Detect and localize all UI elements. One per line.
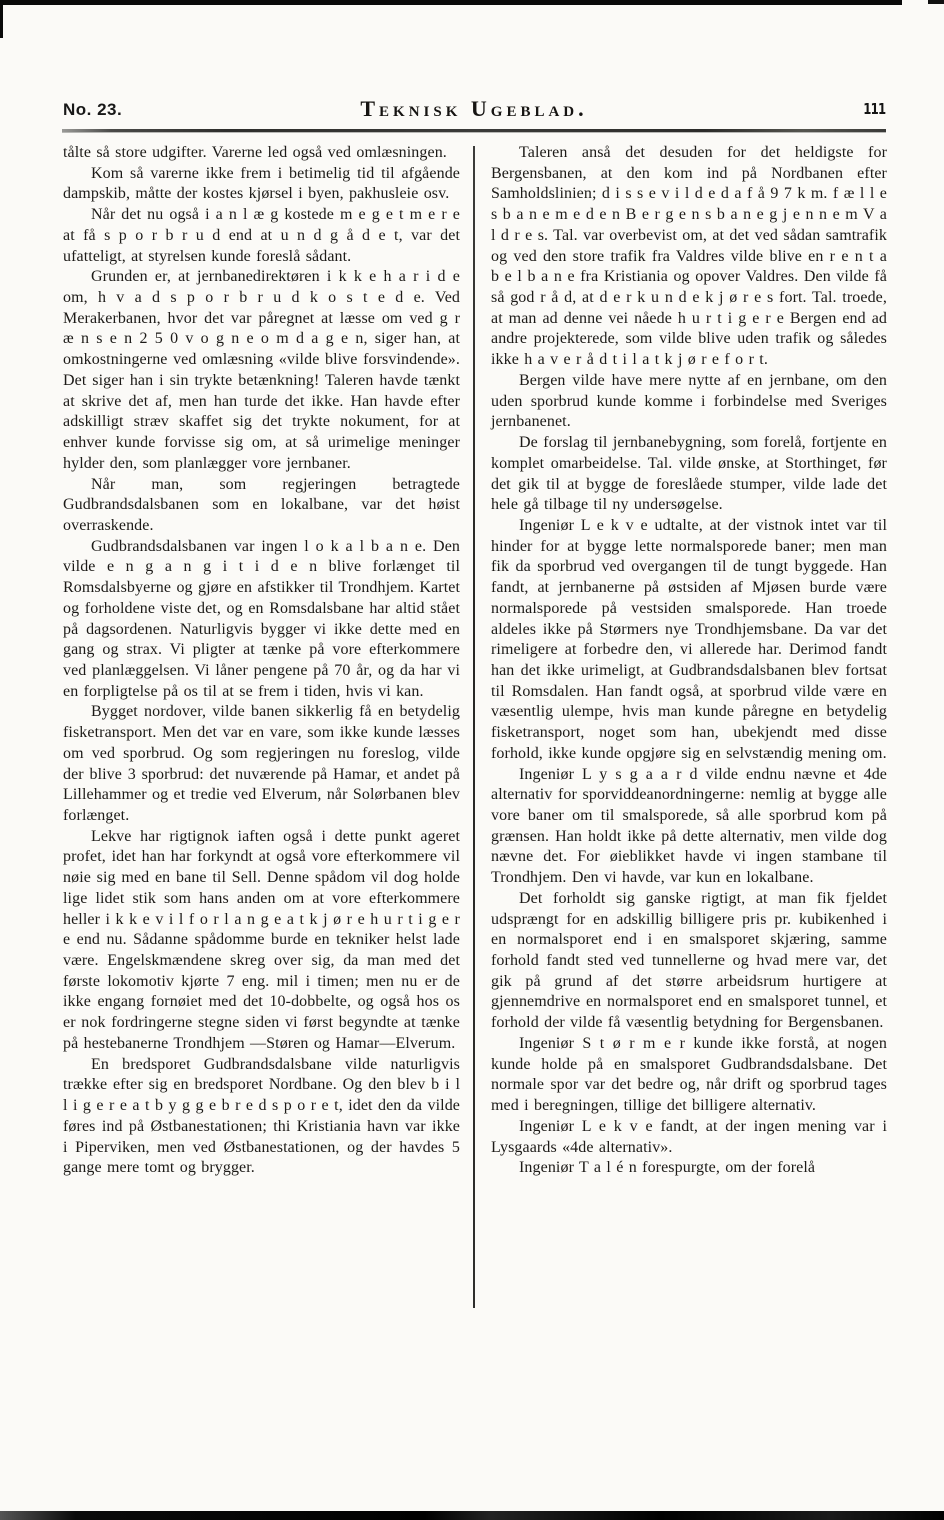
left-column bbox=[63, 143, 460, 1179]
paragraph: Når det nu også i a n l æ g kostede m e g e t m e r e at få s p o r b r u d end at u n d g å d e t, var det ufatteligt, at styrelsen kunde foreslå sådant. bbox=[63, 206, 460, 265]
paragraph: De forslag til jernbanebygning, som forelå, fortjente en komplet omarbeidelse. Tal. vilde ønske, at Storthinget, før det gik til at bygge de foreslåede stumper, vilde lade det hele gå tilbage til ny undersøgelse. bbox=[491, 434, 887, 514]
paragraph: Grunden er, at jernbanedirektøren i k k e h a r i d e om, h v a d s p o r b r u d k o s t e d e. Ved Merakerbanen, hvor det var påregnet at læsse om ved g r æ n s e n 2 5 0 v o g n e o m d a g e n, siger han, at omkostningerne ved omlæsning «vilde blive forsvindende». Det siger han i sin trykte betænkning! Taleren havde tænkt at skrive det af, men han turde det ikke. Han havde efter adskilligt stræv skaffet sig det trykte nokument, for at enhver kunde forvisse sig om, at så urimelige meninger hylder den, som planlægger vore jernbaner. bbox=[63, 268, 460, 472]
page-number: 111 bbox=[862, 100, 885, 118]
paragraph: Ingeniør L e k v e fandt, at der ingen mening var i Lysgaards «4de alternativ». bbox=[491, 1117, 887, 1156]
paragraph: Når man, som regjeringen betragtede Gudbrandsdalsbanen som en lokalbane, var det høist overraskende. bbox=[63, 475, 460, 534]
scan-artifact-top-bar-right bbox=[928, 0, 944, 4]
issue-number: No. 23. bbox=[63, 100, 123, 119]
paragraph: Ingeniør S t ø r m e r kunde ikke forstå, at nogen kunde holde på en smalsporet Gudbrandsdalsbane. Det normale spor var det bedre og, når drift og sporbrud tages med i beregningen, tillige det billigere alternativ. bbox=[491, 1034, 887, 1115]
paragraph: Ingeniør T a l é n forespurgte, om der forelå bbox=[519, 1159, 816, 1177]
header-rule bbox=[62, 129, 886, 132]
paragraph: tålte så store udgifter. Varerne led også ved omlæsningen. bbox=[63, 144, 447, 161]
scan-artifact-bottom-bar bbox=[0, 1511, 944, 1520]
paragraph: Taleren anså det desuden for det heldigste for Bergensbanen, at den kom ind på Nordbanen efter Samholdslinien; d i s s e v i l d e d a f å 9 7 k m. f æ l l e s b a n e m e d e n B e r g e n s b a n e g j e n n e m V a l d r e s. Tal. var overbevist om, at det ved sådan samtrafik og ved den store trafik fra Valdres vilde blive en r e n t a b e l b a n e fra Kristiania og opover Valdres. Den vilde få så god r å d, at d e r k u n d e k j ø r e s fort. Tal. troede, at man ad denne vei nåede h u r t i g e r e Bergen end ad andre projekterede, som vilde blive uden trafik og således ikke h a v e r å d t i l a t k j ø r e f o r t. bbox=[491, 144, 887, 369]
paragraph: En bredsporet Gudbrandsdalsbane vilde naturligvis trække efter sig en bredsporet Nordbane. Og den blev b i l l i g e r e a t b y g g e b r e d s p o r e t, idet den da vilde føres ind på Østbanestationen; thi Kristiania havn var ikke i Piperviken, men ved Østbanestationen, og der havdes 5 gange mere tomt og brygger. bbox=[63, 1055, 460, 1177]
paragraph: Ingeniør L y s g a a r d vilde endnu nævne et 4de alternativ for sporviddeanordningerne: nemlig at bygge alle vore baner om til smalsporede, så alle sporbrud kom på grænsen. Han holdt ikke på dette alternativ, men vilde dog nævne det. For øieblikket havde vi ingen stambane til Trondhjem. Den vi havde, var kun en lokalbane. bbox=[491, 765, 887, 887]
column-divider-rule bbox=[473, 146, 475, 1308]
paragraph: Gudbrandsdalsbanen var ingen l o k a l b a n e. Den vilde e n g a n g i t i d e n blive forlænget til Romsdalsbyerne og gjøre en afstikker til Trondhjem. Kartet og forholdene viste det, og en Romsdalsbane har altid stået på dagsordenen. Naturligvis bygger vi ikke dette med en gang og strax. Vi pligter at tænke på vore efterkommere ved planlæggelsen. Vi låner pengene på 70 år, og da har vi en forpligtelse på os til at se frem i tiden, hvis vi kan. bbox=[63, 537, 460, 700]
journal-title: Teknisk Ugeblad. bbox=[360, 96, 588, 121]
paragraph: Bergen vilde have mere nytte af en jernbane, om den uden sporbrud kunde komme i forbindelse med Sveriges jernbanenet. bbox=[491, 371, 887, 431]
paragraph: Bygget nordover, vilde banen sikkerlig få en betydelig fisketransport. Men det var en vare, som ikke kunde læsses om ved sporbrud. Og som regjeringen nu foreslog, vilde der blive 3 sporbrud: det nuværende på Hamar, et andet på Lillehammer og et tredie ved Elverum, når Solørbanen blev forlænget. bbox=[63, 703, 460, 824]
page-header bbox=[63, 92, 885, 122]
paragraph: Lekve har rigtignok iaften også i dette punkt ageret profet, idet han har forkyndt at også vore efterkommere vil nøie sig med en bane til Sell. Denne spådom vil dog holde lige lidet stik som hans anden om at vore efterkommere heller i k k e v i l f o r l a n g e a t k j ø r e h u r t i g e r e end nu. Sådanne spådomme burde en tekniker helst lade være. Engelskmændene skreg over sig, da man med det første lokomotiv kjørte 7 eng. mil i timen; men nu er de ikke engang fornøiet med det 10-dobbelte, og også hos os er nok fordringerne stegne siden vi først begyndte at tænke på hestebanerne Trondhjem —Støren og Hamar—Elverum. bbox=[63, 827, 460, 1052]
paragraph: Det forholdt sig ganske rigtigt, at man fik fjeldet udsprængt for en adskillig billigere pris pr. kubikenhed i en normalsporet end i en smalsporet skjæring, samme forhold fandt sted ved tunnellerne og hvad mere var, det gik på grund af det større arbeidsrum hurtigere at gjennemdrive en normalsporet end en smalsporet tunnel, et forhold der vilde få væsentlig betydning for Bergensbanen. bbox=[491, 889, 887, 1032]
right-column bbox=[491, 143, 887, 1179]
scan-artifact-left-edge bbox=[0, 0, 3, 38]
paragraph: Ingeniør L e k v e udtalte, at der vistnok intet var til hinder for at bygge lette normalsporede baner; men man fik da sporbrud ved overgangen til de tungt byggede. Han fandt, at jernbanerne på østsiden af Mjøsen burde være normalsporede på vestsiden smalsporede. Han troede aldeles ikke på Størmers nye Trondhjemsbane. Da var det rimeligere at forbedre den, vi allerede har. Derimod fandt han det ikke urimeligt, at Gudbrandsdalsbanen blev fortsat til Romsdalen. Han fandt også, at sporbrud vilde være en væsentlig ulempe, hvis man kunde påregne en betydelig fisketransport, noget som han, ubekjendt med disse forhold, ikke kunde opgjøre sig en selvstændig mening om. bbox=[491, 516, 887, 762]
scan-artifact-top-bar bbox=[0, 0, 902, 5]
paragraph: Kom så varerne ikke frem i betimelig tid til afgående dampskib, måtte der kostes kjørsel i byen, pakhusleie osv. bbox=[63, 164, 460, 203]
